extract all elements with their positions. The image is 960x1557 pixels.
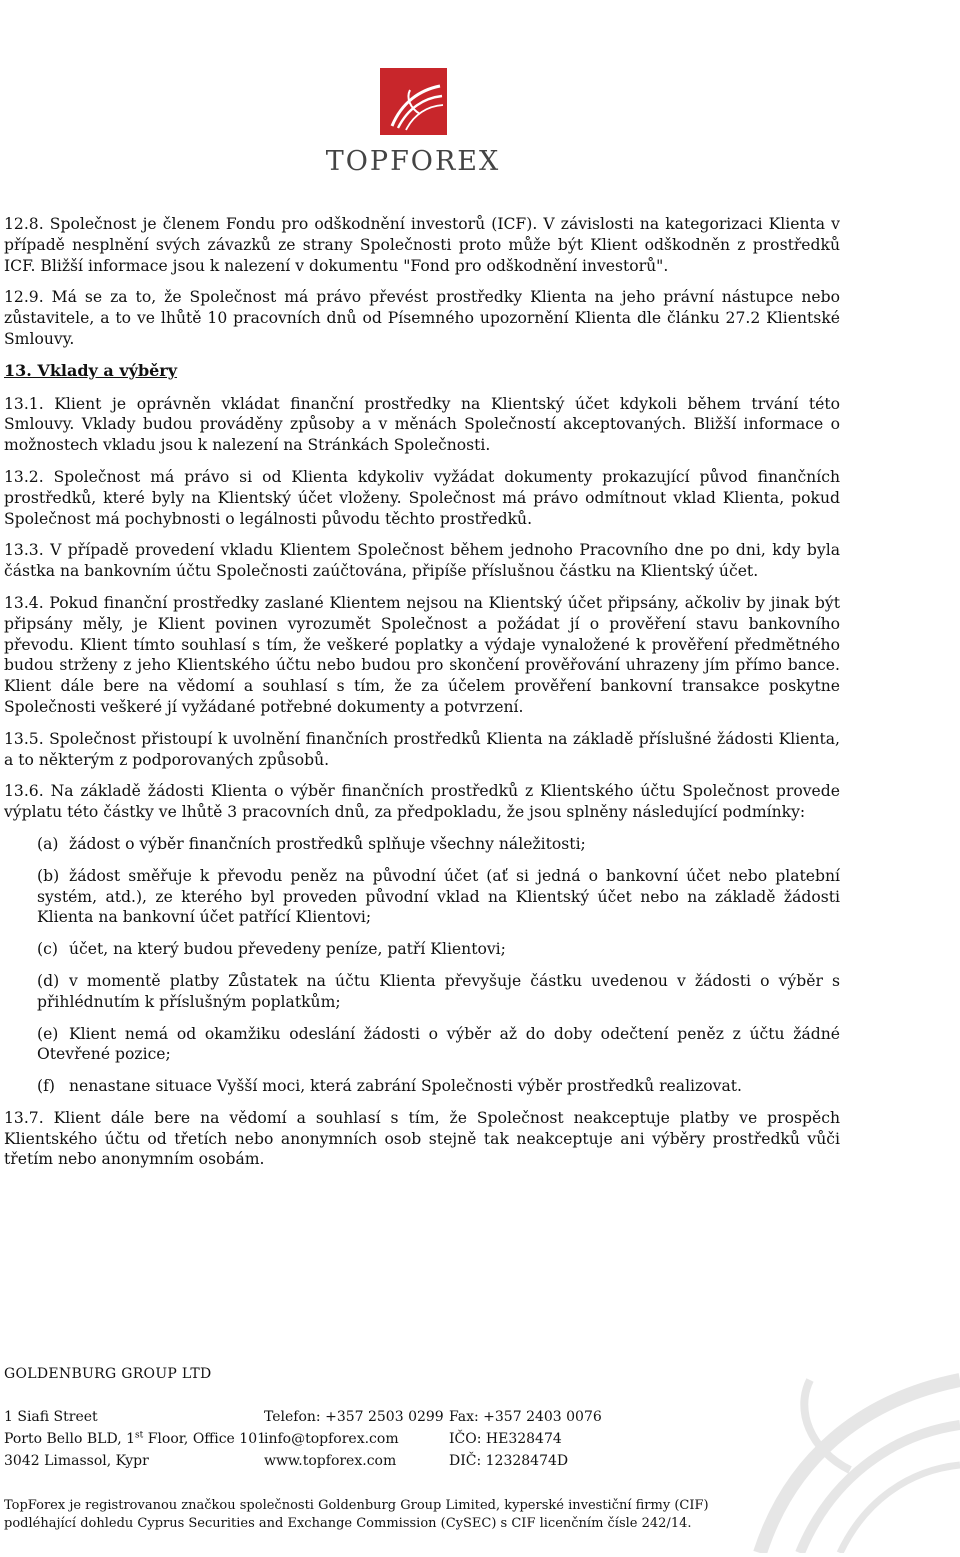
- paragraph-12-8: 12.8. Společnost je členem Fondu pro odškodnění investorů (ICF). V závislosti na kategorizaci Klienta v případě nesplnění svých závazků ze strany Společnosti proto může být Klient odškodněn z prostředků ICF. Bližší informace jsou k nalezení v dokumentu "Fond pro odškodnění investorů".: [4, 215, 840, 275]
- list-marker: (e): [37, 1024, 59, 1043]
- footer-registration: [449, 1406, 602, 1472]
- list-item: [37, 834, 840, 855]
- paragraph-13-7: 13.7. Klient dále bere na vědomí a souhlasí s tím, že Společnost neakceptuje platby ve prospěch Klientského účtu od třetích nebo anonymních osob stejně tak neakceptuje ani výběry prostředků vůči třetím nebo anonymním osobám.: [4, 1108, 840, 1169]
- paragraph-13-3: 13.3. V případě provedení vkladu Klientem Společnost během jednoho Pracovního dne po dni, kdy byla částka na bankovním účtu Společnosti zaúčtována, připíše příslušnou částku na Klientský účet.: [4, 541, 840, 581]
- list-item-text: Klient nemá od okamžiku odeslání žádosti o výběr až do doby odečtení peněz z účtu žádné Otevřené pozice;: [37, 1024, 840, 1064]
- list-item-text: žádost směřuje k převodu peněz na původní účet (ať si jedná o bankovní účet nebo platební systém, atd.), ze kterého byl proveden původní vklad na Klientský účet nebo na základě žádosti Klienta na bankovní účet patřící Klientovi;: [37, 866, 840, 927]
- footer-legal-notice: [4, 1497, 709, 1533]
- footer-city: 3042 Limassol, Kypr: [4, 1453, 149, 1469]
- footer-building-text: Porto Bello BLD, 1: [4, 1431, 136, 1447]
- footer-email[interactable]: info@topforex.com: [264, 1431, 399, 1447]
- footer-contact: [264, 1406, 444, 1472]
- footer-address: [4, 1406, 266, 1472]
- document-body: [4, 214, 840, 1181]
- paragraph-13-6: 13.6. Na základě žádosti Klienta o výběr finančních prostředků z Klientského účtu Společnost provede výplatu této částky ve lhůtě 3 pracovních dnů, za předpokladu, že jsou splněny následující podmínky:: [4, 782, 840, 822]
- footer-company-name: GOLDENBURG GROUP LTD: [4, 1366, 212, 1382]
- footer-street: 1 Siafi Street: [4, 1409, 98, 1425]
- footer-building-floor: Floor, Office 101: [143, 1431, 267, 1447]
- footer-phone: Telefon: +357 2503 0299: [264, 1409, 444, 1425]
- list-item-text: žádost o výběr finančních prostředků splňuje všechny náležitosti;: [69, 834, 586, 853]
- list-item-text: účet, na který budou převedeny peníze, patří Klientovi;: [69, 940, 506, 959]
- list-item: [37, 939, 840, 960]
- paragraph-13-2: 13.2. Společnost má právo si od Klienta kdykoliv vyžádat dokumenty prokazující původ finančních prostředků, které byly na Klientský účet vloženy. Společnost má právo odmítnout vklad Klienta, pokud Společnost má pochybnosti o legálnosti původu těchto prostředků.: [4, 467, 840, 528]
- paragraph-12-9: 12.9. Má se za to, že Společnost má právo převést prostředky Klienta na jeho právní nástupce nebo zůstavitele, a to ve lhůtě 10 pracovních dnů od Písemného upozornění Klienta dle článku 27.2 Klientské Smlouvy.: [4, 288, 840, 348]
- list-marker: (d): [37, 971, 60, 990]
- footer-building-sup: st: [135, 1430, 144, 1441]
- list-marker: (a): [37, 834, 59, 853]
- logo-emblem-icon: [380, 68, 447, 135]
- list-marker: (b): [37, 866, 60, 885]
- footer-website[interactable]: www.topforex.com: [264, 1453, 397, 1469]
- list-item: [37, 1024, 840, 1066]
- footer-legal-line-1: TopForex je registrovanou značkou společnosti Goldenburg Group Limited, kyperské investiční firmy (CIF): [4, 1498, 709, 1513]
- footer-building: [4, 1428, 266, 1450]
- footer-legal-line-2: podléhající dohledu Cyprus Securities and Exchange Commission (CySEC) s CIF licenčním čísle 242/14.: [4, 1516, 692, 1531]
- paragraph-13-5: 13.5. Společnost přistoupí k uvolnění finančních prostředků Klienta na základě příslušné žádosti Klienta, a to některým z podporovaných způsobů.: [4, 729, 840, 769]
- footer-dic: DIČ: 12328474D: [449, 1453, 569, 1469]
- footer-ico: IČO: HE328474: [449, 1431, 562, 1447]
- list-item: [37, 866, 840, 928]
- list-item-text: nenastane situace Vyšší moci, která zabrání Společnosti výběr prostředků realizovat.: [69, 1077, 742, 1096]
- brand-name: TOPFOREX: [325, 146, 501, 177]
- paragraph-13-1: 13.1. Klient je oprávněn vkládat finanční prostředky na Klientský účet kdykoli během trvání této Smlouvy. Vklady budou prováděny způsoby a v měnách Společností akceptovaných. Bližší informace o možnostech vkladu jsou k nalezení na Stránkách Společnosti.: [4, 394, 840, 455]
- list-marker: (c): [37, 940, 58, 959]
- list-item: [37, 971, 840, 1013]
- footer-fax: Fax: +357 2403 0076: [449, 1409, 602, 1425]
- list-item: [37, 1076, 840, 1097]
- section-heading-13: 13. Vklady a výběry: [4, 360, 178, 380]
- watermark-logo-icon: [740, 1340, 960, 1553]
- paragraph-13-4: 13.4. Pokud finanční prostředky zaslané Klientem nejsou na Klientský účet připsány, ačkoliv by jinak být připsány měly, je Klient povinen vyrozumět Společnost a požádat jí o prověření stavu bankovního převodu. Klient tímto souhlasí s tím, že veškeré poplatky a výdaje vynaložené k prověření předmětného budou strženy z jeho Klientského účtu nebo budou pro skončení prověřování uhrazeny jím přímo bance. Klient dále bere na vědomí a souhlasí s tím, že za účelem prověření bankovní transakce poskytne Společnosti veškeré jí vyžádané potřebné dokumenty a potvrzení.: [4, 593, 840, 716]
- list-marker: (f): [37, 1077, 55, 1096]
- list-item-text: v momentě platby Zůstatek na účtu Klienta převyšuje částku uvedenou v žádosti o výběr s přihlédnutím k příslušným poplatkům;: [37, 971, 840, 1011]
